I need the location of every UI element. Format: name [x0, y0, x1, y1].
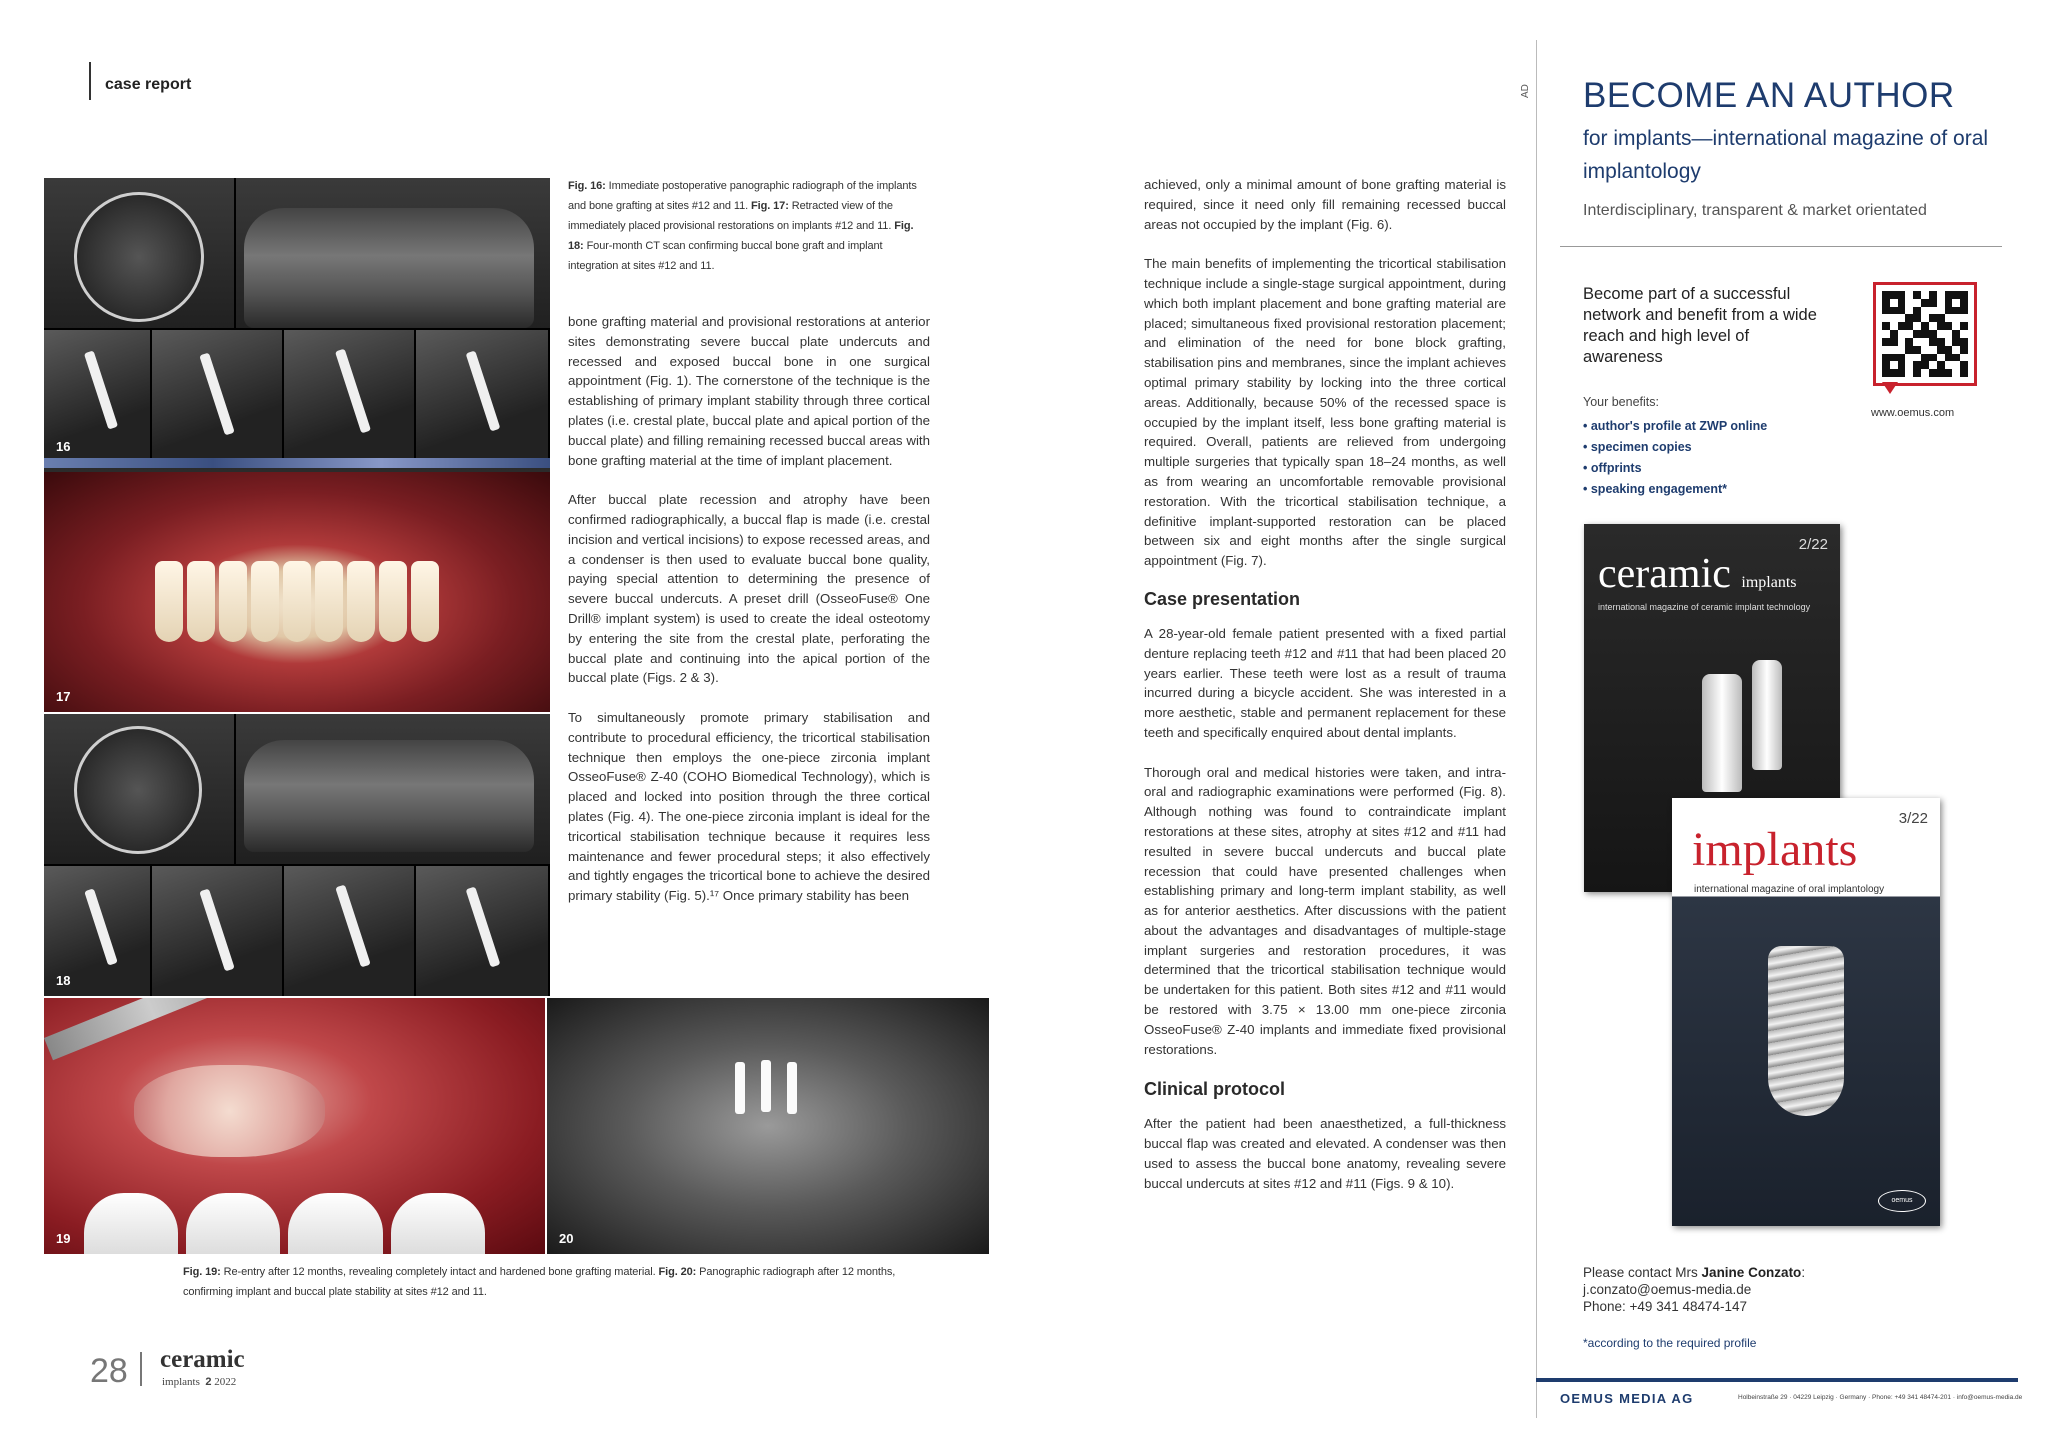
cover-issue: 3/22: [1898, 810, 1928, 827]
ad-intro: Become part of a successful network and benefit from a wide reach and high level of awareness: [1583, 285, 1817, 366]
figure-18: [44, 714, 550, 996]
cover-logo: implants: [1692, 823, 1858, 876]
contact-email-link[interactable]: j.conzato@oemus-media.de: [1583, 1282, 1752, 1297]
ct-slice: [416, 866, 550, 996]
contact-phone: Phone: +49 341 48474-147: [1583, 1299, 1748, 1314]
oemus-logo-icon: oemus: [1878, 1190, 1926, 1212]
figure-16: [44, 178, 550, 472]
paragraph: The main benefits of implementing the tricortical stabilisation technique include a single-stage surgical appointment, during which both implant placement and bone grafting material are placed; simultaneous fixed provisional restoration placement; and elimination of the need for bone block grafting, stabilisation pins and membranes, since the implant achieves optimal primary stability by locking into the three cortical areas. Additionally, because 50% of the recessed space is occupied by the implant itself, less bone grafting material is required. Overall, patients are relieved from undergoing multiple surgeries that typically span 18–24 months, as well as from wearing an uncomfortable removable provisional restoration. With the tricortical stabilisation technique, a definitive implant-supported restoration can be placed between six and eight months after the single surgical appointment (Fig. 7).: [1144, 256, 1506, 569]
paragraph: To simultaneously promote primary stabilisation and contribute to procedural efficiency, the tricortical stabilisation technique then employs the one-piece zirconia implant OsseoFuse® Z-40 (COHO Biomedical Technology), which is placed and locked into position through the three cortical plates (Fig. 4). The one-piece zirconia implant is ideal for the tricortical stabilisation technique because it requires less maintenance and fewer procedural steps; it also effectively and tightly engages the tricortical bone to achieve the desired primary stability (Fig. 5).¹⁷ Once primary stability has been: [568, 709, 930, 904]
footer-year: 2022: [214, 1376, 237, 1388]
figure-19: [44, 998, 545, 1254]
teeth: [155, 561, 438, 643]
ad-url-link[interactable]: www.oemus.com: [1871, 407, 1955, 419]
cover-logo: [1598, 550, 1797, 598]
ad-title: BECOME AN AUTHOR: [1583, 76, 1955, 115]
ad-benefits-list: [1583, 416, 1767, 500]
ad-subtitle: for implants—international magazine of oral implantology: [1583, 127, 1989, 183]
contact-prefix: Please contact Mrs: [1583, 1265, 1702, 1280]
publisher-logo: OEMUS MEDIA AG: [1560, 1391, 1694, 1406]
cover-subtitle: international magazine of oral implantology: [1694, 884, 1885, 895]
body-column-right: [1144, 175, 1506, 1194]
cover-issue: 2/22: [1798, 536, 1828, 553]
ad-benefits-heading: Your benefits:: [1583, 395, 1659, 409]
ct-slice: [416, 330, 550, 458]
caption-text: Immediate postoperative panographic radiograph of the implants and bone grafting at sites #12 and 11.: [568, 180, 917, 212]
cover-subtitle: international magazine of ceramic implant technology: [1598, 602, 1811, 612]
benefit-item: • specimen copies: [1583, 437, 1767, 458]
ct-slice: [152, 330, 284, 458]
paragraph: Thorough oral and medical histories were taken, and intra-oral and radiographic examinations were performed (Fig. 8). Although nothing was found to contraindicate implant restorations at these sites, atrophy at sites #12 and #11 had resulted in severe buccal undercuts and buccal plate recession that could have presented challenges when establishing primary and long-term implant stability, as well as for anterior aesthetics. After discussions with the patient about the advantages and disadvantages of multiple-stage implant surgeries and restoration procedures, it was determined that the tricortical stabilisation technique would be undertaken for this patient. Both sites #12 and #11 would be restored with 3.75 × 13.00 mm one-piece zirconia OsseoFuse® Z-40 implants and immediate fixed provisional restorations.: [1144, 764, 1506, 1057]
ct-slice: [284, 866, 416, 996]
figure-20: [547, 998, 989, 1254]
ad-tagline: Interdisciplinary, transparent & market orientated: [1583, 202, 1927, 219]
benefit-item: • author's profile at ZWP online: [1583, 416, 1767, 437]
teeth: [84, 1193, 485, 1254]
ct-panoramic-view: [244, 740, 534, 852]
instrument: [44, 998, 257, 1060]
caption-label: Fig. 16:: [568, 180, 606, 192]
publisher-address: Holbeinstraße 29 · 04229 Leipzig · Germany · Phone: +49 341 48474-201 · info@oemus-media.de: [1738, 1394, 2023, 1401]
caption-label: Fig. 19:: [183, 1266, 221, 1278]
caption-figs-16-18: [568, 176, 930, 276]
figure-17: [44, 472, 550, 712]
section-label: case report: [105, 76, 192, 93]
ad-contact: [1583, 1264, 1805, 1315]
footer-issue-number: 2: [205, 1376, 212, 1388]
viewer-toolbar: [44, 458, 550, 468]
cover-logo-text: ceramic: [1598, 551, 1731, 597]
qr-code-icon[interactable]: [1873, 282, 1977, 386]
implant: [761, 1060, 771, 1112]
caption-text: Retracted view of the immediately placed provisional restorations on implants #12 and 11.: [568, 200, 895, 232]
footer-magazine-logo: ceramic: [160, 1346, 245, 1373]
benefit-item: • speaking engagement*: [1583, 479, 1767, 500]
ad-separator: [1560, 246, 2002, 247]
ct-slice: [284, 330, 416, 458]
body-column-left: [568, 312, 930, 906]
contact-line: [1583, 1264, 1805, 1281]
caption-text: Re-entry after 12 months, revealing completely intact and hardened bone grafting material.: [220, 1266, 659, 1278]
implant: [787, 1062, 797, 1114]
caption-text: Four-month CT scan confirming buccal bone graft and implant integration at sites #12 and 11.: [568, 240, 883, 272]
implant-screw-illustration: [1768, 946, 1844, 1116]
ad-divider: [1536, 40, 1537, 1418]
implant-illustration: [1702, 674, 1742, 792]
caption-label: Fig. 18:: [568, 220, 914, 252]
implant: [735, 1062, 745, 1114]
paragraph: achieved, only a minimal amount of bone grafting material is required, since it need only fill remaining recessed buccal areas not occupied by the implant (Fig. 6).: [1144, 177, 1506, 232]
heading-clinical-protocol: Clinical protocol: [1144, 1079, 1286, 1100]
benefit-item: • offprints: [1583, 458, 1767, 479]
heading-case-presentation: Case presentation: [1144, 588, 1301, 609]
ad-footer-rule: [1536, 1378, 2018, 1382]
figure-number: 17: [56, 689, 71, 704]
contact-suffix: :: [1801, 1265, 1806, 1280]
caption-label: Fig. 20:: [658, 1266, 697, 1278]
page-number: 28: [90, 1352, 128, 1390]
paragraph: After buccal plate recession and atrophy have been confirmed radiographically, a buccal flap is made (i.e. crestal incision and vertical incisions) to expose recessed areas, and a condenser is then used to evaluate buccal bone quality, paying special attention to determining the presence of severe buccal undercuts. A preset drill (OsseoFuse® One Drill® implant system) is used to create the ideal osteotomy by entering the site from the crestal plate, perforating the buccal plate and continuing into the apical portion of the buccal plate (Figs. 2 & 3).: [568, 492, 930, 686]
caption-label: Fig. 17:: [751, 200, 789, 212]
footer-magazine-sub: implants: [162, 1376, 200, 1388]
paragraph: A 28-year-old female patient presented with a fixed partial denture replacing teeth #12 and #11 that had been placed 20 years earlier. These teeth were lost as a result of trauma incurred during a bicycle accident. She was interested in a more aesthetic, stable and permanent replacement for these teeth and specifically enquired about dental implants.: [1144, 625, 1506, 740]
ct-axial-view: [74, 192, 204, 322]
cover-logo-small: implants: [1741, 574, 1797, 591]
ct-slice: [152, 866, 284, 996]
page-number-divider: [140, 1352, 142, 1386]
caption-text: Panographic radiograph after 12 months, confirming implant and buccal plate stability at sites #12 and 11.: [183, 1266, 896, 1298]
qr-callout-tail: [1882, 382, 1898, 394]
implant-illustration: [1752, 660, 1782, 770]
ad-label: AD: [1520, 84, 1531, 98]
header-rule: [89, 62, 91, 100]
footer-issue: [162, 1376, 236, 1388]
paragraph: After the patient had been anaesthetized, a full-thickness buccal flap was created and elevated. A condenser was then used to assess the buccal bone anatomy, revealing severe buccal undercuts at sites #12 and #11 (Figs. 9 & 10).: [1144, 1116, 1506, 1191]
figure-number: 20: [559, 1231, 574, 1246]
figure-number: 19: [56, 1231, 71, 1246]
caption-figs-19-20: [183, 1262, 933, 1302]
contact-name: Janine Conzato: [1701, 1265, 1802, 1280]
ct-panoramic-view: [244, 208, 534, 328]
bone-graft: [134, 1065, 324, 1157]
ad-footnote: *according to the required profile: [1583, 1336, 1757, 1350]
paragraph: bone grafting material and provisional restorations at anterior sites demonstrating severe buccal plate undercuts and recessed and exposed buccal bone in one surgical appointment (Fig. 1). The cornerstone of the technique is the establishing of primary implant stability through three cortical plates (i.e. crestal plate, buccal plate and apical portion of the buccal plate) and filling remaining recessed buccal areas with bone grafting material at the time of implant placement.: [568, 314, 930, 468]
figure-number: 18: [56, 973, 71, 988]
magazine-cover-implants: [1672, 798, 1940, 1226]
ct-axial-view: [74, 726, 202, 854]
figure-number: 16: [56, 439, 71, 454]
